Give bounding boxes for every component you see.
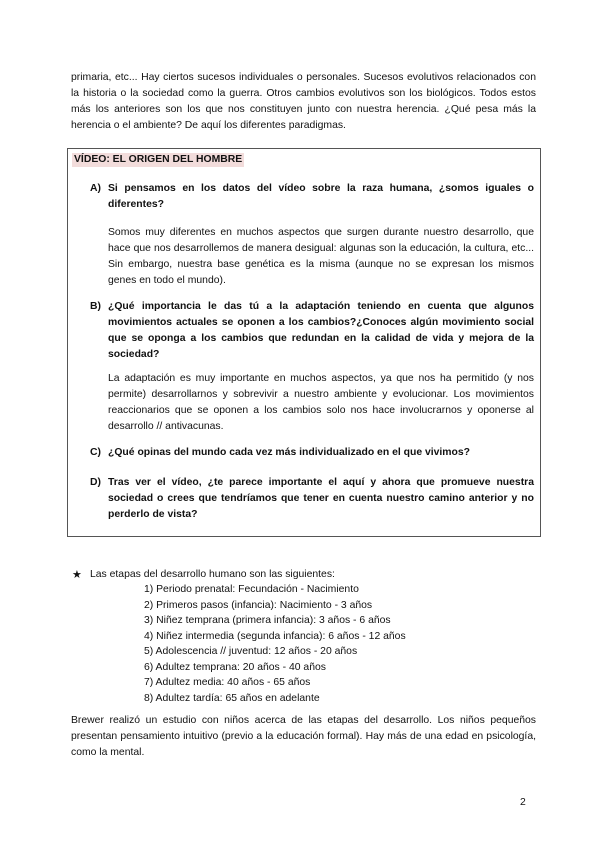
question-letter: B) [90,301,101,312]
intro-paragraph: primaria, etc... Hay ciertos sucesos individuales o personales. Sucesos evolutivos relacionados con la historia o la sociedad como la guerra. Otros cambios evolutivos son los biológicos. Todos estos más los anteriores son los que nos constituyen junto con nuestra herencia. ¿Qué pesa más la herencia o el ambiente? De aquí los diferentes paradigmas. [71,72,536,131]
closing-paragraph: Brewer realizó un estudio con niños acerca de las etapas del desarrollo. Los niños pequeños presentan pensamiento intuitivo (previo a la educación formal). Hay más de una edad en psicología, como la mental. [71,715,536,758]
answer-b: La adaptación es muy importante en muchos aspectos, ya que nos ha permitido (y nos permite) desarrollarnos y sobrevivir a nuestro ambiente y evolucionar. Los movimientos reaccionarios que se oponen a los cambios solo nos hace involucrarnos y oponerse al desarrollo // antivacunas. [108,373,534,432]
question-letter: D) [90,477,101,488]
list-item: 4) Niñez intermedia (segunda infancia): 6 años - 12 años [144,630,406,642]
list-item: 5) Adolescencia // juventud: 12 años - 20 años [144,646,358,657]
list-item: 2) Primeros pasos (infancia): Nacimiento - 3 años [144,599,373,611]
question-a [90,181,534,213]
stages-intro [72,567,335,583]
question-letter: C) [90,447,101,458]
star-bullet-icon: ★ [72,569,82,581]
stages-intro-text: Las etapas del desarrollo humano son las siguientes: [90,569,335,580]
question-letter: A) [90,183,101,194]
list-item: 6) Adultez temprana: 20 años - 40 años [144,661,326,673]
list-item: 8) Adultez tardía: 65 años en adelante [144,692,320,704]
list-item: 1) Periodo prenatal: Fecundación - Nacimiento [144,584,359,595]
question-d [90,475,534,523]
video-question-box [67,148,541,537]
question-b [90,299,534,363]
question-text: Tras ver el vídeo, ¿te parece importante el aquí y ahora que promueve nuestra sociedad o crees que tendríamos que tener en cuenta nuestro camino anterior y no perderlo de vista? [108,477,534,520]
video-box-title: VÍDEO: EL ORIGEN DEL HOMBRE [74,154,243,165]
stages-list [144,582,406,706]
answer-a: Somos muy diferentes en muchos aspectos que surgen durante nuestro desarrollo, que hace que nos desarrollemos de manera desigual: algunas son la educación, la cultura, etc... Sin embargo, nuestra base genética es la misma (aunque no se expresan los mismos genes en todo el mundo). [108,227,534,286]
list-item: 7) Adultez media: 40 años - 65 años [144,677,311,688]
question-text: ¿Qué importancia le das tú a la adaptación teniendo en cuenta que algunos movimientos actuales se oponen a los cambios?¿Conoces algún movimiento social que se oponga a los cambios que redundan en la calidad de vida y mejora de la sociedad? [108,301,534,360]
list-item: 3) Niñez temprana (primera infancia): 3 años - 6 años [144,615,391,626]
question-text: ¿Qué opinas del mundo cada vez más individualizado en el que vivimos? [108,447,471,458]
question-text: Si pensamos en los datos del vídeo sobre la raza humana, ¿somos iguales o diferentes? [108,183,534,210]
page-number: 2 [520,797,526,808]
question-c [90,445,534,461]
